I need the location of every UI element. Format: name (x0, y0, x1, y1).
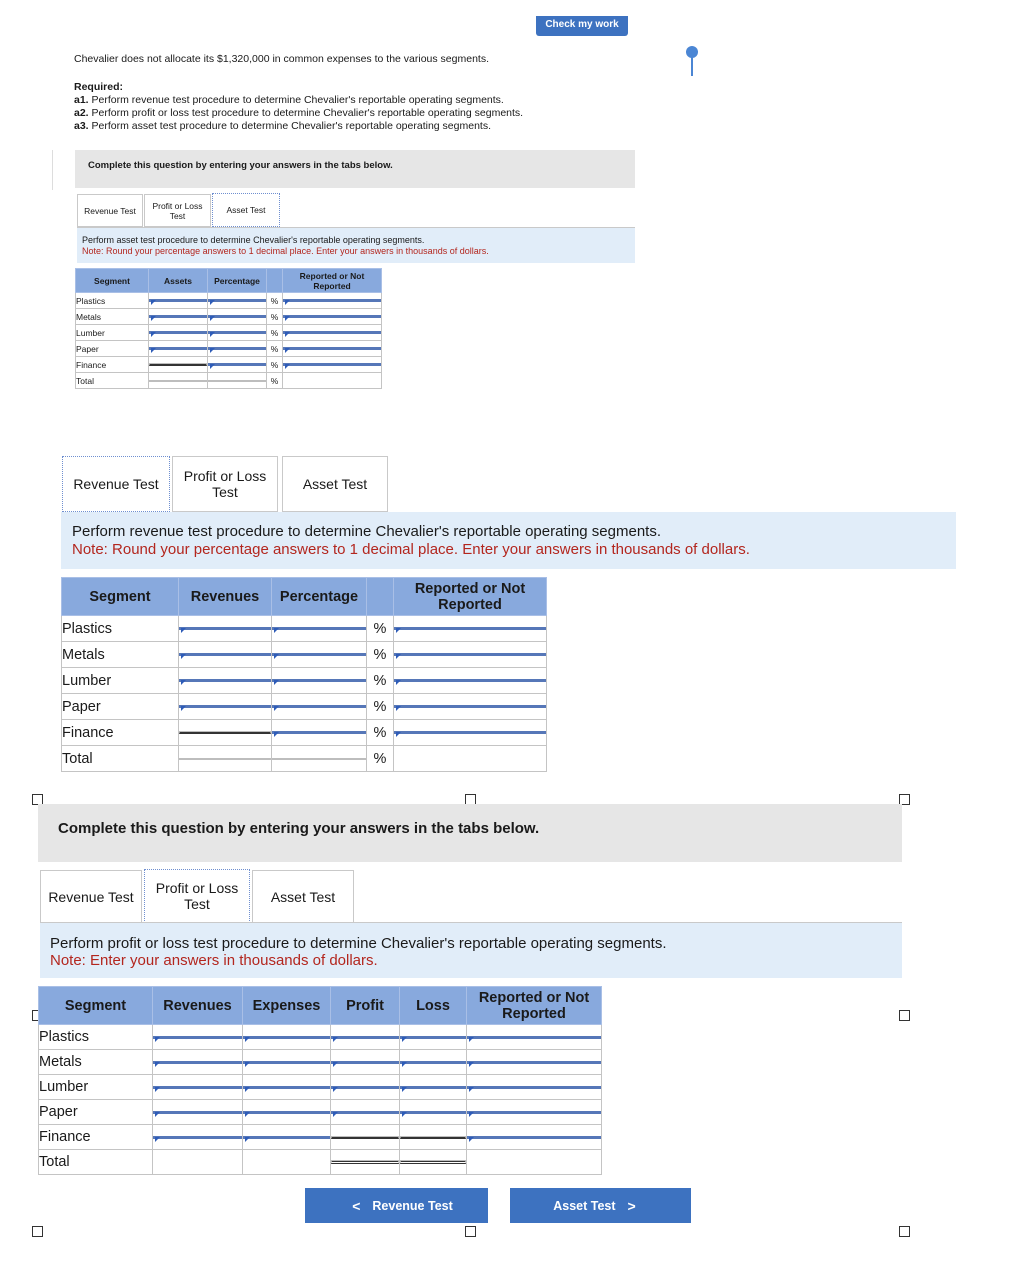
table-row (39, 1100, 602, 1125)
asset-percentage-input[interactable] (208, 325, 267, 341)
asset-row-label: Paper (76, 341, 149, 357)
profit-header-reported: Reported or Not Reported (467, 987, 602, 1025)
divider (52, 150, 53, 190)
asset-row-label: Lumber (76, 325, 149, 341)
table-row (39, 1075, 602, 1100)
percent-sign: % (367, 642, 394, 668)
table-row (62, 668, 547, 694)
profit-profit-input[interactable] (331, 1125, 400, 1150)
next-tab-label: Asset Test (553, 1198, 616, 1213)
profit-revenues-input[interactable] (153, 1050, 243, 1075)
asset-header-percentage: Percentage (208, 269, 267, 293)
profit-total-loss (400, 1150, 467, 1175)
revenue-note: Note: Round your percentage answers to 1 decimal place. Enter your answers in thousands of dollars. (72, 541, 750, 558)
profit-row-label: Metals (39, 1050, 153, 1075)
profit-total-reported (467, 1150, 602, 1175)
percent-sign: % (267, 341, 283, 357)
tab-asset-test-small[interactable]: Asset Test (212, 193, 280, 227)
revenue-revenues-input[interactable] (179, 616, 272, 642)
asset-total-assets (149, 373, 208, 389)
selection-handle[interactable] (32, 1226, 43, 1237)
revenue-total-reported (394, 746, 547, 772)
percent-sign: % (267, 325, 283, 341)
asset-assets-input[interactable] (149, 357, 208, 373)
asset-total-label: Total (76, 373, 149, 389)
asset-instruction: Perform asset test procedure to determine Chevalier's reportable operating segments. (82, 235, 425, 245)
tab-profit-loss-test-lower[interactable]: Profit or Loss Test (144, 869, 250, 923)
percent-sign: % (367, 616, 394, 642)
asset-reported-input[interactable] (283, 293, 382, 309)
required-label: Required: (74, 81, 124, 93)
chevron-left-icon: < (352, 1197, 361, 1214)
required-item-a1: a1. Perform revenue test procedure to determine Chevalier's reportable operating segments. (74, 94, 504, 106)
revenue-header-percentage: Percentage (272, 578, 367, 616)
profit-header-loss: Loss (400, 987, 467, 1025)
tab-profit-loss-test[interactable]: Profit or Loss Test (172, 456, 278, 512)
profit-header-profit: Profit (331, 987, 400, 1025)
asset-percentage-input[interactable] (208, 293, 267, 309)
prev-tab-button[interactable] (305, 1188, 488, 1223)
asset-assets-input[interactable] (149, 325, 208, 341)
revenue-reported-input[interactable] (394, 642, 547, 668)
percent-sign: % (367, 694, 394, 720)
chevron-right-icon: > (627, 1197, 636, 1214)
table-row (76, 357, 382, 373)
profit-row-label: Plastics (39, 1025, 153, 1050)
tab-asset-test-lower[interactable]: Asset Test (252, 870, 354, 923)
asset-note: Note: Round your percentage answers to 1 decimal place. Enter your answers in thousands of dollars. (82, 246, 489, 256)
profit-total-profit (331, 1150, 400, 1175)
table-row (62, 720, 547, 746)
table-row (62, 616, 547, 642)
profit-total-label: Total (39, 1150, 153, 1175)
asset-total-reported (283, 373, 382, 389)
revenue-revenues-input[interactable] (179, 694, 272, 720)
profit-row-label: Lumber (39, 1075, 153, 1100)
profit-instructions-panel (38, 804, 902, 862)
percent-sign: % (367, 746, 394, 772)
revenue-revenues-input[interactable] (179, 642, 272, 668)
asset-table (75, 268, 382, 389)
profit-total-expenses (243, 1150, 331, 1175)
table-row (76, 293, 382, 309)
revenue-row-label: Finance (62, 720, 179, 746)
asset-percentage-input[interactable] (208, 357, 267, 373)
revenue-reported-input[interactable] (394, 694, 547, 720)
revenue-instruction: Perform revenue test procedure to determine Chevalier's reportable operating segments. (72, 523, 662, 540)
pin-stem (691, 56, 693, 76)
instructions-panel (75, 150, 635, 188)
profit-table (38, 986, 602, 1175)
profit-row-label: Paper (39, 1100, 153, 1125)
asset-instruction-panel (77, 228, 635, 263)
profit-expenses-input[interactable] (243, 1075, 331, 1100)
profit-profit-input[interactable] (331, 1100, 400, 1125)
asset-reported-input[interactable] (283, 357, 382, 373)
profit-loss-input[interactable] (400, 1100, 467, 1125)
asset-reported-input[interactable] (283, 325, 382, 341)
percent-sign: % (267, 293, 283, 309)
revenue-percentage-input[interactable] (272, 720, 367, 746)
revenue-reported-input[interactable] (394, 720, 547, 746)
asset-reported-input[interactable] (283, 309, 382, 325)
revenue-instruction-panel (61, 512, 956, 569)
asset-row-label: Finance (76, 357, 149, 373)
profit-reported-input[interactable] (467, 1100, 602, 1125)
profit-instructions-text: Complete this question by entering your answers in the tabs below. (58, 820, 540, 837)
percent-sign: % (367, 720, 394, 746)
revenue-percentage-input[interactable] (272, 642, 367, 668)
required-item-a3: a3. Perform asset test procedure to determine Chevalier's reportable operating segments. (74, 120, 491, 132)
revenue-reported-input[interactable] (394, 668, 547, 694)
profit-header-segment: Segment (39, 987, 153, 1025)
tab-profit-loss-test-small[interactable]: Profit or Loss Test (144, 194, 211, 227)
profit-expenses-input[interactable] (243, 1025, 331, 1050)
revenue-total-revenues (179, 746, 272, 772)
table-row (76, 373, 382, 389)
profit-reported-input[interactable] (467, 1050, 602, 1075)
profit-row-label: Finance (39, 1125, 153, 1150)
check-my-work-button[interactable]: Check my work (536, 16, 628, 36)
revenue-percentage-input[interactable] (272, 668, 367, 694)
profit-reported-input[interactable] (467, 1025, 602, 1050)
table-row (76, 341, 382, 357)
tab-revenue-test-lower[interactable]: Revenue Test (40, 870, 142, 923)
revenue-row-label: Metals (62, 642, 179, 668)
asset-row-label: Plastics (76, 293, 149, 309)
prev-tab-label: Revenue Test (372, 1198, 453, 1213)
table-row (39, 1050, 602, 1075)
asset-percentage-input[interactable] (208, 309, 267, 325)
revenue-table (61, 577, 547, 772)
profit-reported-input[interactable] (467, 1075, 602, 1100)
revenue-percentage-input[interactable] (272, 694, 367, 720)
table-row (39, 1125, 602, 1150)
profit-loss-input[interactable] (400, 1075, 467, 1100)
revenue-revenues-input[interactable] (179, 720, 272, 746)
selection-handle[interactable] (899, 1010, 910, 1021)
profit-reported-input[interactable] (467, 1125, 602, 1150)
profit-expenses-input[interactable] (243, 1050, 331, 1075)
profit-profit-input[interactable] (331, 1075, 400, 1100)
profit-revenues-input[interactable] (153, 1125, 243, 1150)
asset-percentage-input[interactable] (208, 341, 267, 357)
revenue-percentage-input[interactable] (272, 616, 367, 642)
profit-note: Note: Enter your answers in thousands of dollars. (50, 952, 378, 969)
profit-loss-input[interactable] (400, 1025, 467, 1050)
profit-profit-input[interactable] (331, 1025, 400, 1050)
instructions-text: Complete this question by entering your answers in the tabs below. (88, 160, 393, 171)
profit-profit-input[interactable] (331, 1050, 400, 1075)
profit-header-revenues: Revenues (153, 987, 243, 1025)
table-row (76, 325, 382, 341)
profit-instruction: Perform profit or loss test procedure to determine Chevalier's reportable operating segments. (50, 935, 667, 952)
asset-row-label: Metals (76, 309, 149, 325)
asset-reported-input[interactable] (283, 341, 382, 357)
revenue-row-label: Lumber (62, 668, 179, 694)
asset-assets-input[interactable] (149, 309, 208, 325)
asset-header-assets: Assets (149, 269, 208, 293)
question-intro: Chevalier does not allocate its $1,320,000 in common expenses to the various segments. (74, 53, 489, 65)
profit-revenues-input[interactable] (153, 1025, 243, 1050)
required-item-a2: a2. Perform profit or loss test procedure to determine Chevalier's reportable operating segments. (74, 107, 524, 119)
tab-asset-test[interactable]: Asset Test (282, 456, 388, 512)
percent-sign: % (267, 357, 283, 373)
revenue-total-percentage (272, 746, 367, 772)
percent-sign: % (267, 373, 283, 389)
revenue-revenues-input[interactable] (179, 668, 272, 694)
profit-loss-input[interactable] (400, 1050, 467, 1075)
percent-sign: % (367, 668, 394, 694)
profit-loss-input[interactable] (400, 1125, 467, 1150)
table-row (76, 309, 382, 325)
profit-revenues-input[interactable] (153, 1075, 243, 1100)
profit-revenues-input[interactable] (153, 1100, 243, 1125)
asset-header-segment: Segment (76, 269, 149, 293)
percent-sign: % (267, 309, 283, 325)
profit-expenses-input[interactable] (243, 1125, 331, 1150)
revenue-row-label: Paper (62, 694, 179, 720)
table-row (62, 694, 547, 720)
revenue-reported-input[interactable] (394, 616, 547, 642)
asset-header-reported: Reported or Not Reported (283, 269, 382, 293)
table-row (62, 642, 547, 668)
next-tab-button[interactable] (510, 1188, 691, 1223)
revenue-header-pct-spacer (367, 578, 394, 616)
profit-expenses-input[interactable] (243, 1100, 331, 1125)
revenue-header-revenues: Revenues (179, 578, 272, 616)
table-row (39, 1150, 602, 1175)
asset-total-percentage (208, 373, 267, 389)
tab-revenue-test-small[interactable]: Revenue Test (77, 194, 143, 227)
tab-revenue-test[interactable]: Revenue Test (62, 456, 170, 512)
selection-handle[interactable] (899, 1226, 910, 1237)
asset-assets-input[interactable] (149, 293, 208, 309)
asset-header-pct-spacer (267, 269, 283, 293)
selection-handle[interactable] (465, 1226, 476, 1237)
table-row (39, 1025, 602, 1050)
revenue-total-label: Total (62, 746, 179, 772)
profit-header-expenses: Expenses (243, 987, 331, 1025)
asset-assets-input[interactable] (149, 341, 208, 357)
profit-instruction-panel (40, 923, 902, 978)
revenue-row-label: Plastics (62, 616, 179, 642)
revenue-header-segment: Segment (62, 578, 179, 616)
revenue-header-reported: Reported or Not Reported (394, 578, 547, 616)
table-row (62, 746, 547, 772)
profit-total-revenues (153, 1150, 243, 1175)
